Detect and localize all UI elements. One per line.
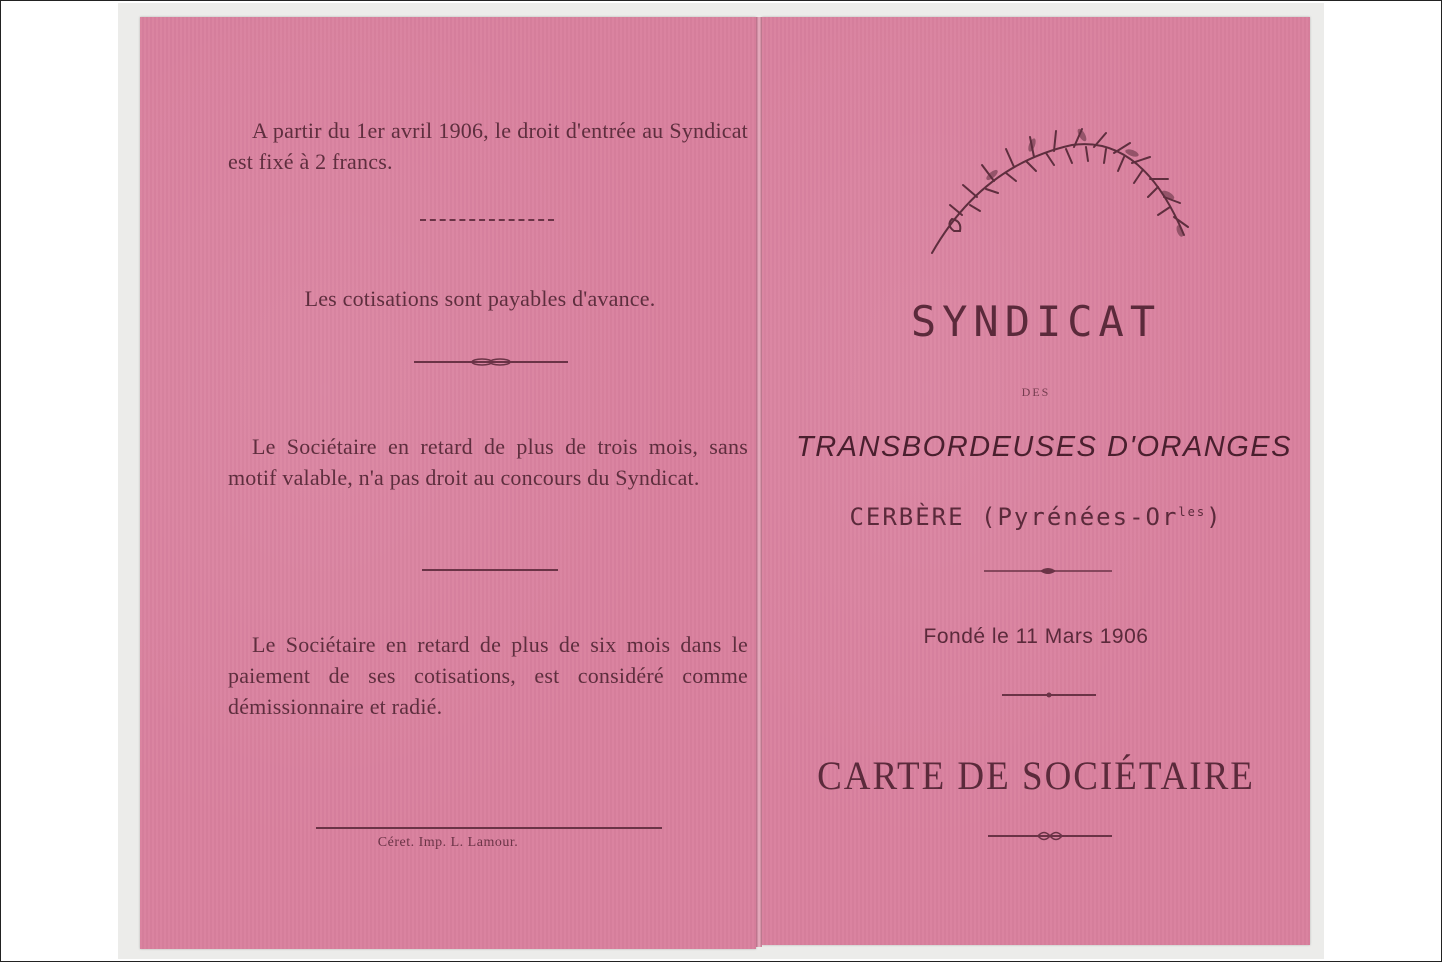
founded-date: Fondé le 11 Mars 1906: [923, 625, 1149, 648]
location-line: [762, 503, 1310, 531]
ornament-divider-icon: [414, 355, 568, 369]
location-text: CERBÈRE (Pyrénées-Or: [849, 503, 1179, 531]
entry-fee-paragraph: A partir du 1er avril 1906, le droit d'entrée au Syndicat est fixé à 2 francs.: [228, 118, 748, 174]
late-six-months-paragraph: Le Sociétaire en retard de plus de six mois dans le paiement de ses cotisations, est considéré comme démissionnaire et radié.: [228, 632, 748, 719]
des-label: DES: [1021, 385, 1051, 399]
printer-rule: [316, 827, 662, 829]
olive-branch-icon: [922, 105, 1202, 255]
syndicat-title: SYNDICAT: [910, 297, 1162, 346]
location-close: ): [1206, 503, 1223, 531]
photo-background: [118, 3, 1324, 959]
printer-imprint: Céret. Imp. L. Lamour.: [377, 835, 519, 850]
ornament-divider-icon: [988, 829, 1112, 843]
left-page: [140, 17, 756, 949]
ornament-divider-icon: [1002, 689, 1096, 701]
ornament-divider-icon: [984, 565, 1112, 577]
divider-rule: [422, 569, 558, 571]
divider-rule: [420, 219, 554, 221]
late-three-months-paragraph: Le Sociétaire en retard de plus de trois mois, sans motif valable, n'a pas droit au concours du Syndicat.: [228, 434, 748, 490]
organization-name: TRANSBORDEUSES D'ORANGES: [796, 431, 1292, 463]
dues-paragraph: Les cotisations sont payables d'avance.: [304, 286, 656, 311]
right-page: [762, 17, 1310, 945]
location-superscript: les: [1178, 505, 1207, 519]
membership-card-title: CARTE DE SOCIÉTAIRE: [817, 753, 1255, 800]
